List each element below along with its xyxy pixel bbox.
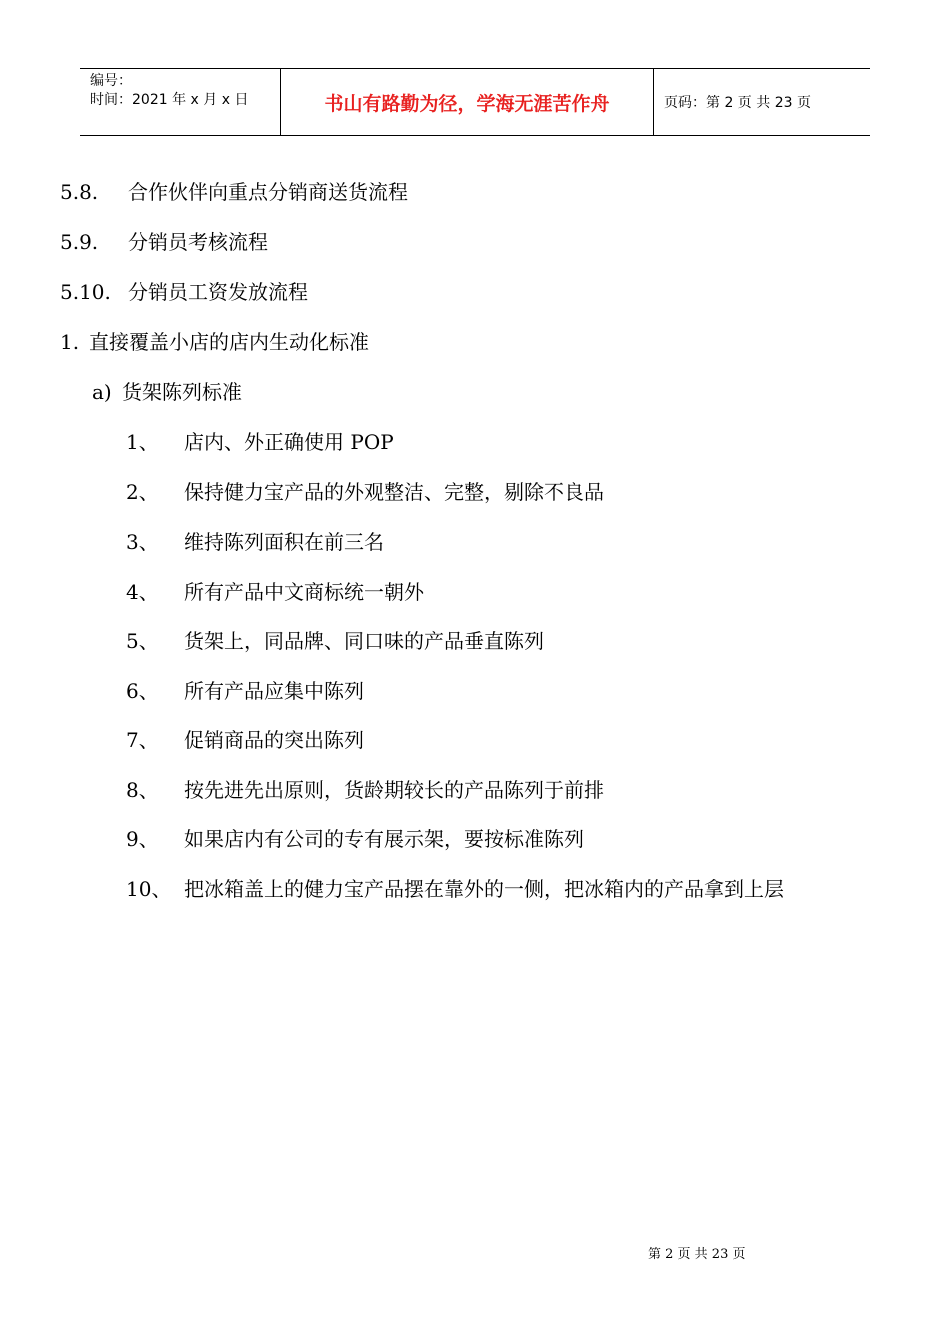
list-item-number: 1、 xyxy=(126,430,159,454)
list-item-number: 2、 xyxy=(126,480,159,504)
heading-1-text: 直接覆盖小店的店内生动化标准 xyxy=(89,330,369,354)
list-item-text: 维持陈列面积在前三名 xyxy=(184,530,384,554)
section-line xyxy=(60,179,408,205)
page-header xyxy=(80,68,870,136)
list-item-text: 所有产品应集中陈列 xyxy=(184,679,364,703)
list-item xyxy=(126,429,394,455)
list-item xyxy=(126,727,364,753)
header-motto: 书山有路勤为径，学海无涯苦作舟 xyxy=(281,69,654,135)
list-item-number: 6、 xyxy=(126,679,159,703)
header-meta xyxy=(80,69,281,135)
list-item-number: 10、 xyxy=(126,877,172,901)
heading-1-number: 1. xyxy=(60,330,80,354)
heading-1 xyxy=(60,329,369,355)
time-label: 时间：2021 年 x 月 x 日 xyxy=(90,92,249,108)
list-item-text: 如果店内有公司的专有展示架，要按标准陈列 xyxy=(184,827,584,851)
list-item-text: 店内、外正确使用 POP xyxy=(184,430,394,454)
list-item-text: 货架上，同品牌、同口味的产品垂直陈列 xyxy=(184,629,544,653)
section-number: 5.10. xyxy=(60,280,111,304)
section-line xyxy=(60,279,308,305)
section-number: 5.8. xyxy=(60,180,99,204)
section-line xyxy=(60,229,268,255)
list-item xyxy=(126,529,384,555)
list-item-text: 促销商品的突出陈列 xyxy=(184,728,364,752)
heading-2 xyxy=(92,379,242,405)
list-item-number: 8、 xyxy=(126,778,159,802)
list-item-text: 按先进先出原则，货龄期较长的产品陈列于前排 xyxy=(184,778,604,802)
list-item-text: 保持健力宝产品的外观整洁、完整，剔除不良品 xyxy=(184,480,604,504)
section-title: 分销员考核流程 xyxy=(128,230,268,254)
list-item xyxy=(126,579,424,605)
code-label: 编号： xyxy=(90,73,132,89)
list-item-number: 9、 xyxy=(126,827,159,851)
page-footer: 第 2 页 共 23 页 xyxy=(648,1247,746,1262)
list-item xyxy=(126,826,584,852)
list-item-number: 5、 xyxy=(126,629,159,653)
list-item xyxy=(126,479,604,505)
list-item xyxy=(126,777,604,803)
section-title: 合作伙伴向重点分销商送货流程 xyxy=(128,180,408,204)
section-title: 分销员工资发放流程 xyxy=(128,280,308,304)
list-item-number: 7、 xyxy=(126,728,159,752)
list-item-text: 把冰箱盖上的健力宝产品摆在靠外的一侧，把冰箱内的产品拿到上层 xyxy=(184,877,784,901)
list-item xyxy=(126,876,784,902)
section-number: 5.9. xyxy=(60,230,99,254)
list-item xyxy=(126,678,364,704)
heading-2-text: 货架陈列标准 xyxy=(122,380,242,404)
heading-2-number: a) xyxy=(92,380,112,404)
list-item-number: 4、 xyxy=(126,580,159,604)
header-page-label: 页码：第 2 页 共 23 页 xyxy=(664,95,811,111)
list-item-text: 所有产品中文商标统一朝外 xyxy=(184,580,424,604)
list-item-number: 3、 xyxy=(126,530,159,554)
list-item xyxy=(126,628,544,654)
